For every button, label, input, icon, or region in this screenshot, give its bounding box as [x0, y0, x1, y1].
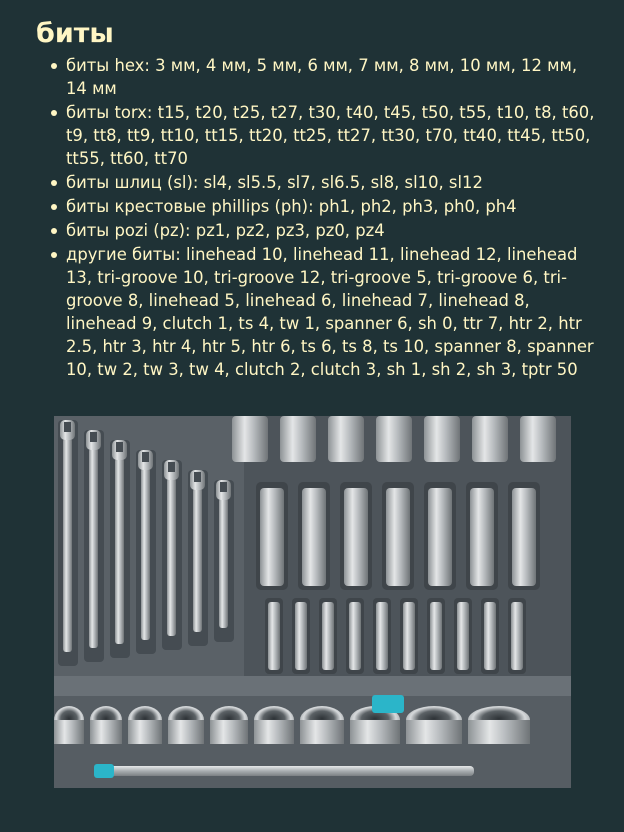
wrench [89, 448, 98, 648]
large-socket-body [254, 720, 294, 744]
socket-top [328, 416, 364, 462]
list-item-hex: биты hex: 3 мм, 4 мм, 5 мм, 6 мм, 7 мм, 8 мм, 10 мм, 12 мм, 14 мм [66, 54, 596, 100]
socket-top [520, 416, 556, 462]
section-title: биты [36, 18, 114, 49]
deep-socket [428, 488, 452, 586]
deep-socket [386, 488, 410, 586]
wrench-jaw [64, 422, 71, 432]
wrench [193, 488, 202, 632]
wrench-jaw [194, 472, 201, 482]
wrench-jaw [168, 462, 175, 472]
socket-top [376, 416, 412, 462]
small-socket [511, 602, 523, 670]
wrench [63, 438, 72, 652]
list-item-torx: биты torx: t15, t20, t25, t27, t30, t40, t45, t50, t55, t10, t8, t60, t9, tt8, tt9, tt10, tt15, tt20, tt25, tt27, tt30, t70, tt40, tt45, tt50, tt55, tt60, tt70 [66, 103, 595, 168]
wrench-jaw [116, 442, 123, 452]
wrench-jaw [220, 482, 227, 492]
deep-socket [512, 488, 536, 586]
large-socket-body [300, 720, 344, 744]
wrench-jaw [142, 452, 149, 462]
large-socket-body [350, 720, 400, 744]
toolset-illustration [54, 416, 571, 788]
ratchet-handle [94, 766, 474, 776]
wrench-jaw [90, 432, 97, 442]
large-socket-body [406, 720, 462, 744]
wrench [219, 498, 228, 628]
small-socket [430, 602, 442, 670]
handle-accent [94, 764, 114, 778]
list-item-pozi: биты pozi (pz): pz1, pz2, pz3, pz0, pz4 [66, 219, 596, 242]
large-socket-body [168, 720, 204, 744]
large-socket-body [128, 720, 162, 744]
list-item-other: другие биты: linehead 10, linehead 11, linehead 12, linehead 13, tri-groove 10, tri-groove 12, tri-groove 5, tri-groove 6, tri-groove 8, linehead 5, linehead 6, linehead 7, linehead 8, linehead 9, clutch 1, ts 4, tw 1, spanner 6, sh 0, ttr 7, htr 2, htr 2.5, htr 3, htr 4, htr 5, htr 6, ts 6, ts 8, ts 10, spanner 8, spanner 10, tw 2, tw 3, tw 4, clutch 2, clutch 3, sh 1, sh 2, sh 3, tptr 50 [66, 243, 596, 381]
deep-socket [344, 488, 368, 586]
deep-socket [470, 488, 494, 586]
list-item-phillips: биты крестовые phillips (ph): ph1, ph2, ph3, ph0, ph4 [66, 195, 596, 218]
large-socket-body [90, 720, 122, 744]
small-socket [349, 602, 361, 670]
large-socket-body [468, 720, 530, 744]
small-socket [322, 602, 334, 670]
socket-row-middle [256, 482, 540, 590]
deep-socket [260, 488, 284, 586]
case-clip [372, 695, 404, 713]
wrench [167, 478, 176, 636]
small-socket [457, 602, 469, 670]
small-socket [295, 602, 307, 670]
list-item-slot: биты шлиц (sl): sl4, sl5.5, sl7, sl6.5, sl8, sl10, sl12 [66, 171, 596, 194]
bits-list [66, 54, 596, 382]
wrench [115, 458, 124, 644]
socket-top [424, 416, 460, 462]
small-socket [376, 602, 388, 670]
small-socket [268, 602, 280, 670]
socket-top [472, 416, 508, 462]
toolset-photo [54, 416, 571, 788]
small-socket [403, 602, 415, 670]
large-socket-body [54, 720, 84, 744]
wrench [141, 468, 150, 640]
small-socket [484, 602, 496, 670]
socket-top [280, 416, 316, 462]
large-socket-body [210, 720, 248, 744]
deep-socket [302, 488, 326, 586]
socket-row-top [232, 416, 556, 462]
socket-top [232, 416, 268, 462]
